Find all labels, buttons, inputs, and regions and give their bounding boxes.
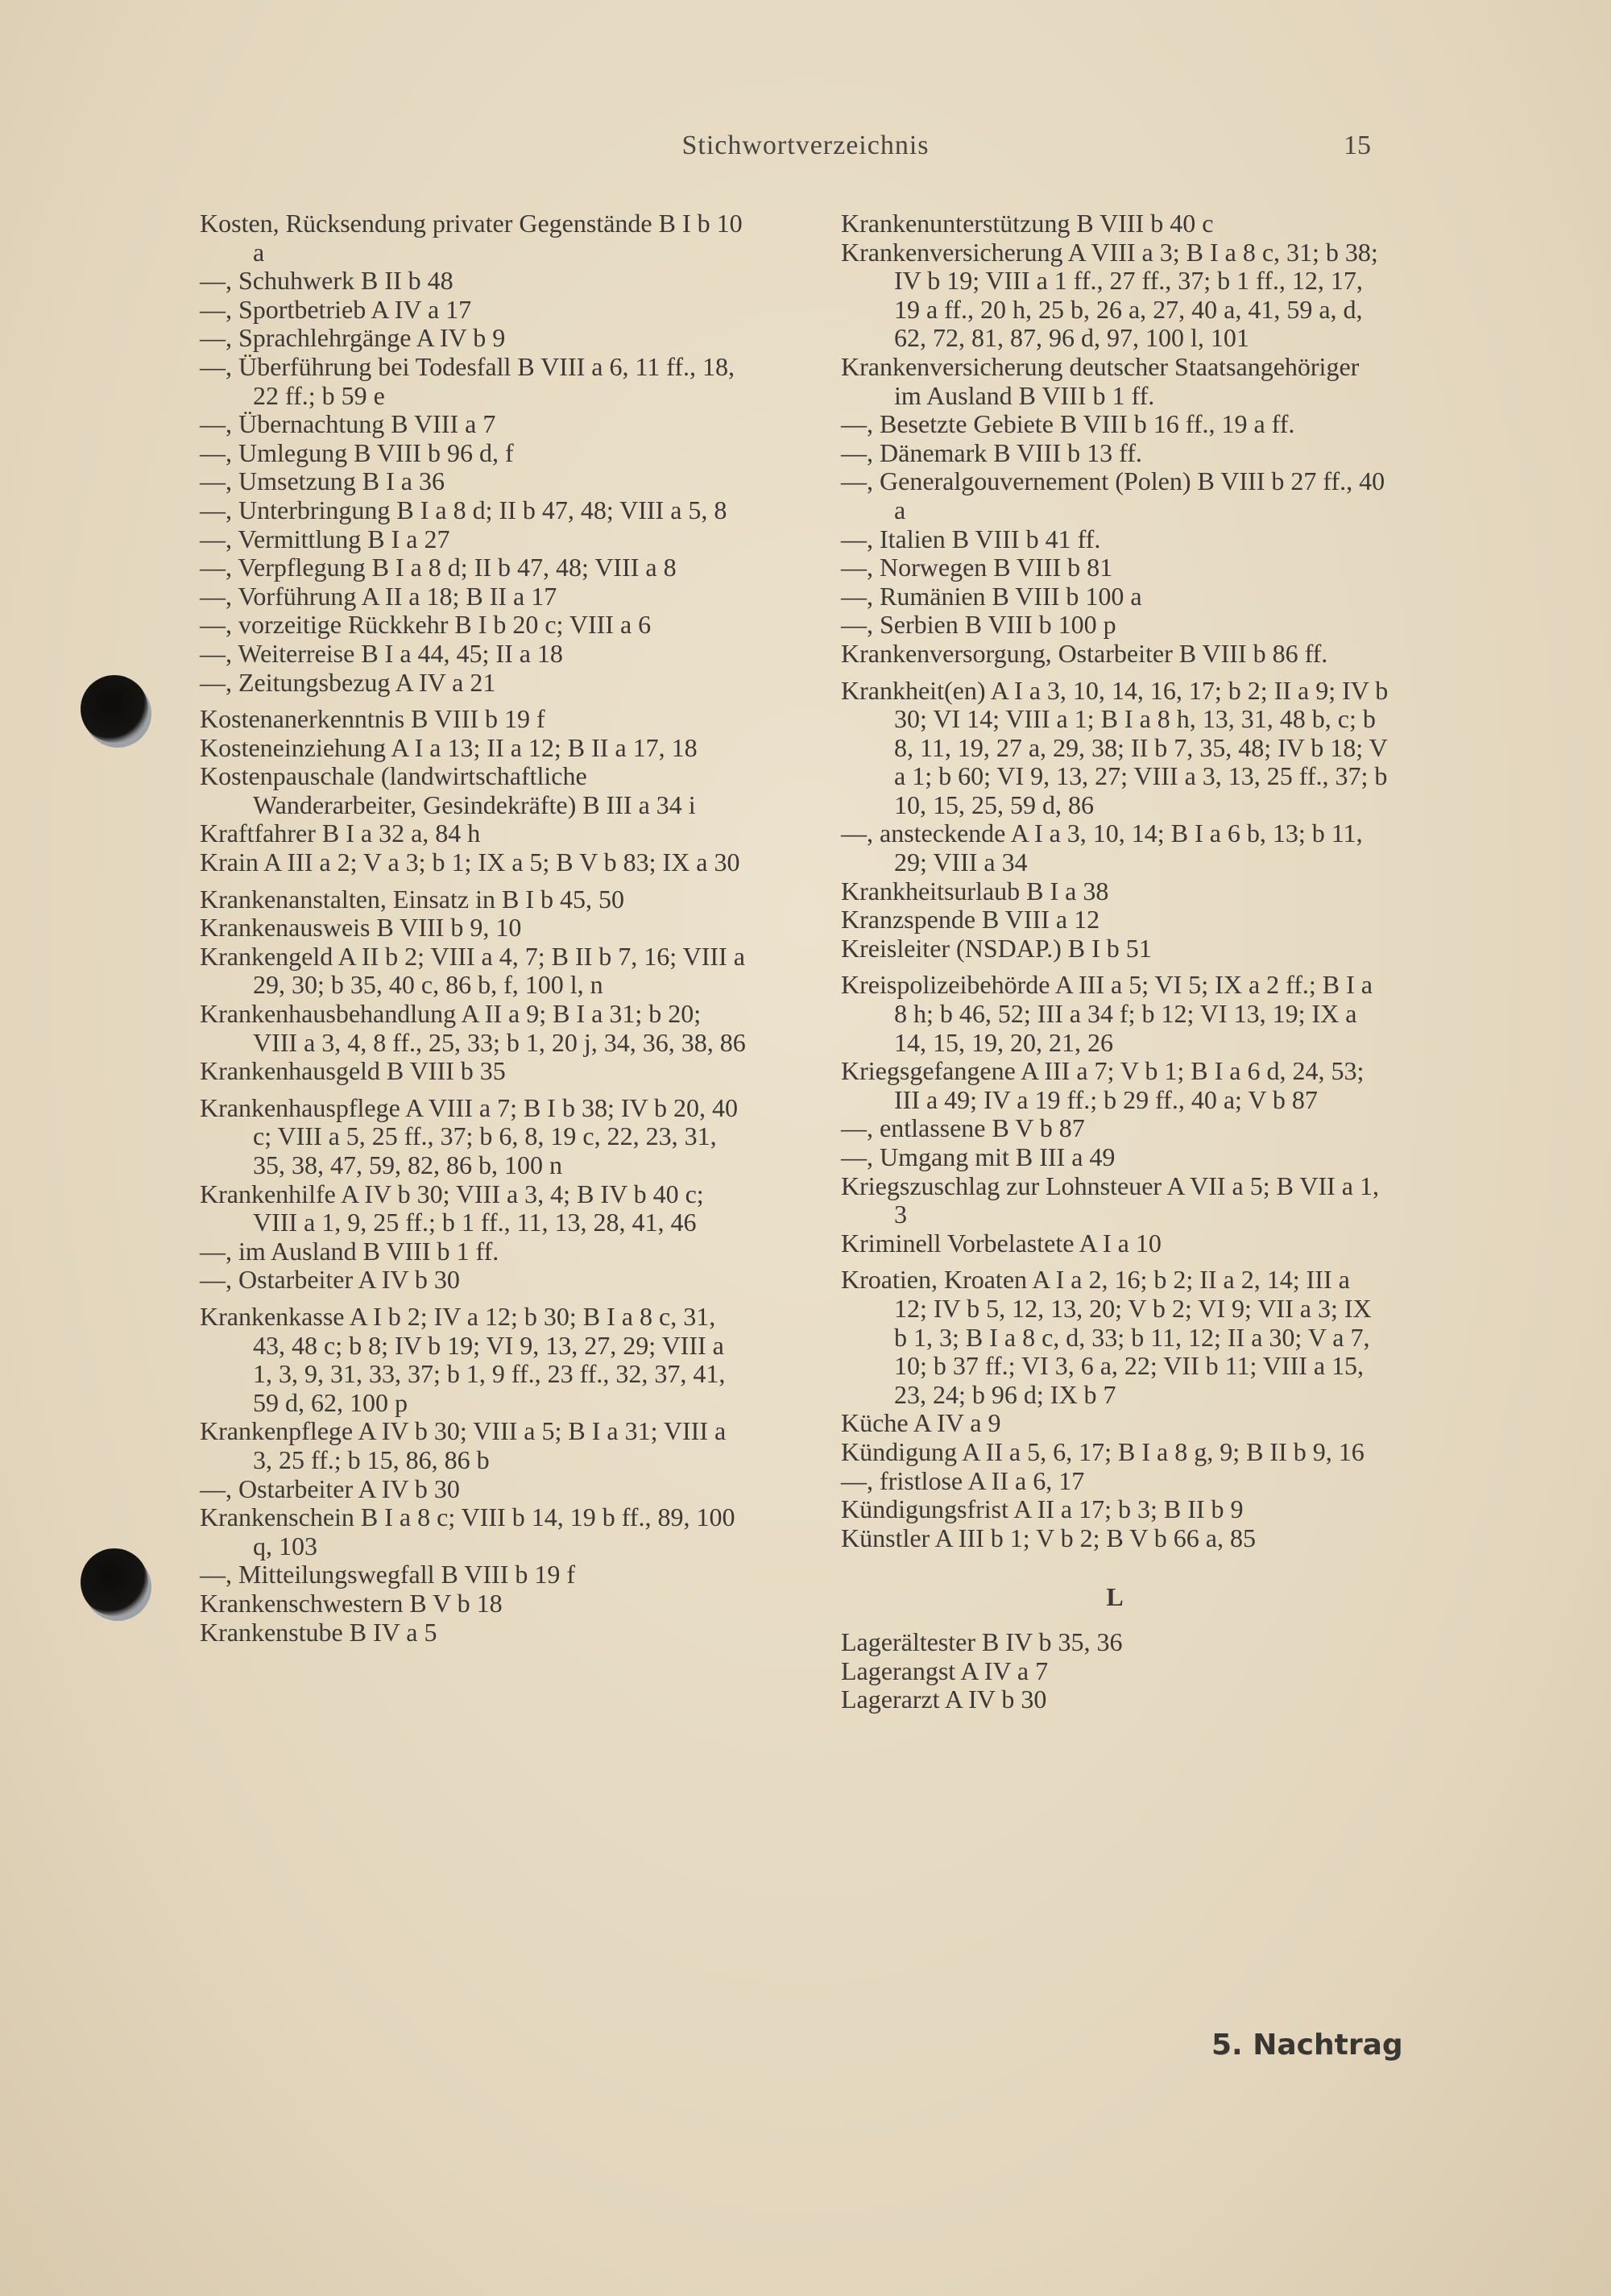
index-entry: —, Mitteilungswegfall B VIII b 19 f bbox=[200, 1560, 576, 1589]
index-entry: —, Serbien B VIII b 100 p bbox=[841, 610, 1116, 640]
index-entry: Kriminell Vorbelastete A I a 10 bbox=[841, 1228, 1162, 1258]
index-entry: Krankenkasse A I b 2; IV a 12; b 30; B I a 8 c, 31, 43, 48 c; b 8; IV b 19; VI 9, 13, 27, 29; VIII a 1, 3, 9, 31, 33, 37; b 1, 9 ff., 23 ff., 32, 37, 41, 59 d, 62, 100 p bbox=[200, 1301, 726, 1417]
index-entry: —, Besetzte Gebiete B VIII b 16 ff., 19 a ff. bbox=[841, 409, 1295, 439]
index-entry: Kostenpauschale (landwirtschaftliche Wanderarbeiter, Gesindekräfte) B III a 34 i bbox=[200, 761, 696, 819]
index-entry: —, Sprachlehrgänge A IV b 9 bbox=[200, 323, 506, 353]
index-entry: —, Zeitungsbezug A IV a 21 bbox=[200, 667, 496, 697]
index-entry: Krankheit(en) A I a 3, 10, 14, 16, 17; b 2; II a 9; IV b 30; VI 14; VIII a 1; B I a 8 h, 13, 31, 48 b, c; b 8, 11, 19, 27 a, 29, 38; II b 7, 35, 48; IV b 18; V a 1; b 60; VI 9, 13, 27; VIII a 3, 13, 25 ff., 37; b 10, 15, 25, 59 d, 86 bbox=[841, 675, 1389, 819]
index-entry: Krankengeld A II b 2; VIII a 4, 7; B II b 7, 16; VIII a 29, 30; b 35, 40 c, 86 b, f, 100 l, n bbox=[200, 941, 745, 1000]
index-entry: Krankenversicherung A VIII a 3; B I a 8 c, 31; b 38; IV b 19; VIII a 1 ff., 27 ff., 37; b 1 ff., 12, 17, 19 a ff., 20 h, 25 b, 26 a, 27, 40 a, 41, 59 a, d, 62, 72, 81, 87, 96 d, 97, 100 l, 101 bbox=[841, 237, 1378, 353]
index-entry: —, Umsetzung B I a 36 bbox=[200, 466, 445, 496]
index-entry: —, Sportbetrieb A IV a 17 bbox=[200, 294, 472, 324]
index-entry: Kriegsgefangene A III a 7; V b 1; B I a 6 d, 24, 53; III a 49; IV a 19 ff.; b 29 ff., 40 a; V b 87 bbox=[841, 1056, 1365, 1114]
index-entry: Krankenausweis B VIII b 9, 10 bbox=[200, 913, 522, 943]
index-entry: Krankenhilfe A IV b 30; VIII a 3, 4; B IV b 40 c; VIII a 1, 9, 25 ff.; b 1 ff., 11, 13, 28, 41, 46 bbox=[200, 1179, 704, 1237]
index-entry: Krankenhausgeld B VIII b 35 bbox=[200, 1056, 506, 1086]
supplement-label: 5. Nachtrag bbox=[1211, 2029, 1403, 2062]
index-entry: Lagerangst A IV a 7 bbox=[841, 1656, 1049, 1685]
index-entry: Künstler A III b 1; V b 2; B V b 66 a, 85 bbox=[841, 1523, 1256, 1552]
punch-hole-top bbox=[81, 675, 148, 743]
punch-hole-bottom bbox=[81, 1548, 148, 1616]
index-entry: —, Vorführung A II a 18; B II a 17 bbox=[200, 581, 557, 611]
index-entry: Krankheitsurlaub B I a 38 bbox=[841, 876, 1109, 906]
index-entry: —, Weiterreise B I a 44, 45; II a 18 bbox=[200, 638, 563, 668]
index-entry: —, Generalgouvernement (Polen) B VIII b 27 ff., 40 a bbox=[841, 466, 1385, 524]
index-entry: Krankenversicherung deutscher Staatsangehöriger im Ausland B VIII b 1 ff. bbox=[841, 351, 1360, 410]
index-entry: —, entlassene B V b 87 bbox=[841, 1113, 1085, 1143]
index-entry: Kraftfahrer B I a 32 a, 84 h bbox=[200, 819, 481, 848]
index-entry: Lagerältester B IV b 35, 36 bbox=[841, 1627, 1123, 1656]
index-entry: —, im Ausland B VIII b 1 ff. bbox=[200, 1236, 499, 1266]
page-title: Stichwortverzeichnis bbox=[681, 131, 930, 160]
index-entry: —, Übernachtung B VIII a 7 bbox=[200, 409, 496, 439]
index-entry: —, Dänemark B VIII b 13 ff. bbox=[841, 437, 1142, 467]
index-entry: Kosten, Rücksendung privater Gegenstände B I b 10 a bbox=[200, 209, 743, 267]
index-entry: Kreisleiter (NSDAP.) B I b 51 bbox=[841, 933, 1152, 963]
section-letter-heading: L bbox=[1106, 1582, 1124, 1612]
index-entry: Krankenschwestern B V b 18 bbox=[200, 1588, 503, 1618]
index-entry: —, vorzeitige Rückkehr B I b 20 c; VIII a 6 bbox=[200, 610, 652, 640]
index-entry: Krain A III a 2; V a 3; b 1; IX a 5; B V b 83; IX a 30 bbox=[200, 848, 740, 877]
index-entry: Kroatien, Kroaten A I a 2, 16; b 2; II a 2, 14; III a 12; IV b 5, 12, 13, 20; V b 2; VI 9; VII a 3; IX b 1, 3; B I a 8 c, d, 33; b 11, 12; II a 30; V a 7, 10; b 37 ff.; VI 3, 6 a, 22; VII b 11; VIII a 15, 23, 24; b 96 d; IX b 7 bbox=[841, 1265, 1372, 1409]
index-entry: Krankenanstalten, Einsatz in B I b 45, 50 bbox=[200, 884, 624, 914]
index-entry: —, ansteckende A I a 3, 10, 14; B I a 6 b, 13; b 11, 29; VIII a 34 bbox=[841, 819, 1363, 877]
index-entry: Krankenversorgung, Ostarbeiter B VIII b 86 ff. bbox=[841, 638, 1328, 668]
index-entry: —, Ostarbeiter A IV b 30 bbox=[200, 1473, 460, 1503]
index-entry: Krankenstube B IV a 5 bbox=[200, 1617, 437, 1647]
index-entry: —, fristlose A II a 6, 17 bbox=[841, 1465, 1085, 1495]
index-entry: Kranzspende B VIII a 12 bbox=[841, 905, 1100, 935]
index-entry: Kreispolizeibehörde A III a 5; VI 5; IX a 2 ff.; B I a 8 h; b 46, 52; III a 34 f; b 12; VI 13, 19; IX a 14, 15, 19, 20, 21, 26 bbox=[841, 970, 1373, 1057]
index-entry: Krankenpflege A IV b 30; VIII a 5; B I a 31; VIII a 3, 25 ff.; b 15, 86, 86 b bbox=[200, 1416, 727, 1474]
index-entry: Lagerarzt A IV b 30 bbox=[841, 1685, 1047, 1714]
index-entry: —, Unterbringung B I a 8 d; II b 47, 48; VIII a 5, 8 bbox=[200, 495, 727, 524]
index-entry: —, Norwegen B VIII b 81 bbox=[841, 553, 1113, 582]
index-entry: —, Umgang mit B III a 49 bbox=[841, 1142, 1116, 1171]
index-entry: Krankenhausbehandlung A II a 9; B I a 31; b 20; VIII a 3, 4, 8 ff., 25, 33; b 1, 20 j, 34, 36, 38, 86 bbox=[200, 999, 746, 1057]
index-entry: —, Überführung bei Todesfall B VIII a 6, 11 ff., 18, 22 ff.; b 59 e bbox=[200, 351, 735, 410]
index-entry: Krankenhauspflege A VIII a 7; B I b 38; IV b 20, 40 c; VIII a 5, 25 ff., 37; b 6, 8, 19 c, 22, 23, 31, 35, 38, 47, 59, 82, 86 b, 100 n bbox=[200, 1092, 739, 1179]
index-entry: —, Vermittlung B I a 27 bbox=[200, 524, 450, 553]
index-entry: —, Ostarbeiter A IV b 30 bbox=[200, 1265, 460, 1295]
index-entry: Krankenschein B I a 8 c; VIII b 14, 19 b ff., 89, 100 q, 103 bbox=[200, 1502, 735, 1560]
index-entry: Krankenunterstützung B VIII b 40 c bbox=[841, 209, 1214, 238]
index-entry: Kosteneinziehung A I a 13; II a 12; B II a 17, 18 bbox=[200, 732, 698, 762]
index-entry: —, Umlegung B VIII b 96 d, f bbox=[200, 437, 514, 467]
index-entry: Kündigung A II a 5, 6, 17; B I a 8 g, 9; B II b 9, 16 bbox=[841, 1436, 1365, 1466]
index-column-right bbox=[841, 209, 1389, 1714]
index-entry: —, Italien B VIII b 41 ff. bbox=[841, 524, 1101, 553]
index-entry: —, Schuhwerk B II b 48 bbox=[200, 266, 453, 296]
index-entry: Kriegszuschlag zur Lohnsteuer A VII a 5; B VII a 1, 3 bbox=[841, 1171, 1379, 1229]
index-entry: Küche A IV a 9 bbox=[841, 1408, 1001, 1438]
index-entry: —, Verpflegung B I a 8 d; II b 47, 48; VIII a 8 bbox=[200, 553, 677, 582]
index-entry: Kostenanerkenntnis B VIII b 19 f bbox=[200, 704, 545, 734]
page-number: 15 bbox=[1344, 131, 1371, 160]
index-column-left bbox=[200, 209, 748, 1647]
index-entry: Kündigungsfrist A II a 17; b 3; B II b 9 bbox=[841, 1494, 1244, 1524]
index-entry: —, Rumänien B VIII b 100 a bbox=[841, 581, 1142, 611]
